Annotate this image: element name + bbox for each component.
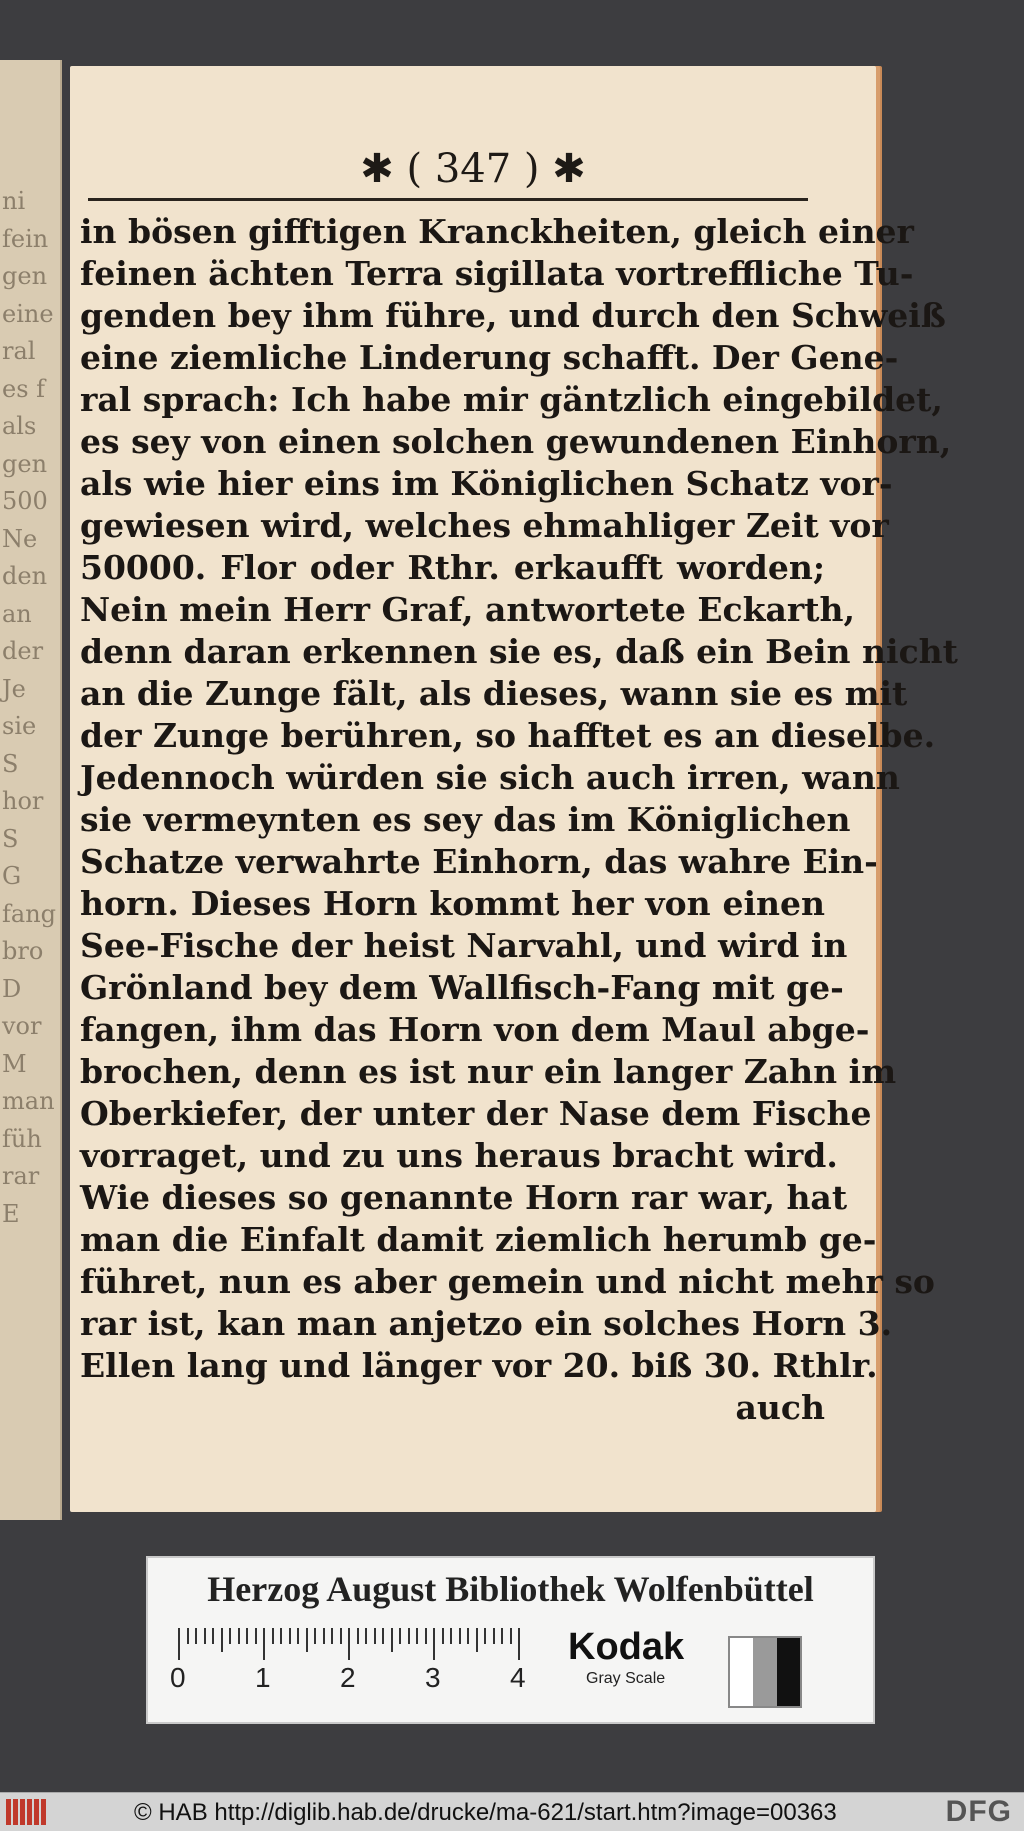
text-line: in bösen gifftigen Kranckheiten, gleich einer (80, 212, 914, 251)
left-page-fragment: S (2, 824, 19, 853)
left-page-fragment: es f (2, 374, 46, 403)
card-title: Herzog August Bibliothek Wolfenbüttel (207, 1569, 814, 1609)
ruler-tick (374, 1628, 376, 1644)
page-text (80, 211, 958, 1429)
text-line: See-Fische der heist Narvahl, und wird in (80, 926, 848, 965)
footer-copyright-link[interactable]: © HAB http://diglib.hab.de/drucke/ma-621/start.htm?image=00363 (134, 1799, 837, 1826)
book-page (70, 66, 958, 1512)
left-page-edge (0, 60, 62, 1520)
left-page-fragment: ral (2, 337, 36, 365)
ruler-tick (501, 1628, 503, 1644)
page-header: ✱ ( 347 ) ✱ (360, 146, 586, 192)
ruler-tick (518, 1628, 520, 1660)
left-page-fragment: Ne (2, 524, 38, 553)
ruler-tick (450, 1628, 452, 1644)
ruler-tick (187, 1628, 189, 1644)
text-line: führet, nun es aber gemein und nicht mehr so (80, 1262, 935, 1301)
left-page-fragment: fang (2, 899, 57, 928)
text-line: der Zunge berühren, so hafftet es an dieselbe. (80, 716, 936, 755)
text-line: es sey von einen solchen gewundenen Einhorn, (80, 422, 952, 461)
text-line: vorraget, und zu uns heraus bracht wird. (80, 1136, 838, 1175)
ruler-tick (272, 1628, 274, 1644)
left-page-fragment: ni (2, 187, 26, 215)
ruler-tick (212, 1628, 214, 1644)
ruler-tick (416, 1628, 418, 1644)
left-page-fragment: fein (2, 224, 49, 253)
kodak-logo: Kodak (568, 1626, 685, 1668)
text-line: als wie hier eins im Königlichen Schatz vor- (80, 464, 893, 503)
ruler-tick (467, 1628, 469, 1644)
left-page-fragment: man (2, 1087, 55, 1115)
text-line: genden bey ihm führe, und durch den Schweiß (80, 296, 946, 335)
ruler-tick (340, 1628, 342, 1644)
left-page-fragment: eine (2, 299, 54, 328)
ruler-tick (178, 1628, 180, 1660)
left-page-fragment: 500 (2, 487, 48, 515)
left-page-fragment: als (2, 412, 37, 440)
text-line: sie vermeynten es sey das im Königlichen (80, 800, 851, 839)
ruler-tick (382, 1628, 384, 1644)
text-line: gewiesen wird, welches ehmahliger Zeit vor (80, 506, 889, 545)
text-line: ral sprach: Ich habe mir gäntzlich eingebildet, (80, 380, 943, 419)
text-line: Wie dieses so genannte Horn rar war, hat (80, 1178, 848, 1217)
ruler-tick (391, 1628, 393, 1652)
ruler-tick (323, 1628, 325, 1644)
left-page-fragment: gen (2, 449, 48, 478)
left-page-fragment: M (2, 1049, 27, 1078)
left-page-fragment: vor (2, 1012, 42, 1040)
text-line: man die Einfalt damit ziemlich herumb ge- (80, 1220, 877, 1259)
text-line: 50000. Flor oder Rthr. erkaufft worden; (80, 548, 825, 587)
left-page-fragment: G (2, 862, 22, 890)
ruler-tick (459, 1628, 461, 1644)
text-line: fangen, ihm das Horn von dem Maul abge- (80, 1010, 870, 1049)
ruler-number: 4 (510, 1662, 526, 1693)
ruler-tick (357, 1628, 359, 1644)
header-rule (88, 198, 808, 201)
text-line: feinen ächten Terra sigillata vortreffliche Tu- (80, 254, 914, 293)
ruler-tick (408, 1628, 410, 1644)
catchword: auch (735, 1388, 825, 1427)
ruler-tick (221, 1628, 223, 1652)
left-page-fragment: E (2, 1199, 20, 1228)
ruler-tick (493, 1628, 495, 1644)
gray-swatches (728, 1636, 802, 1708)
ruler-number: 2 (340, 1662, 356, 1693)
ruler-tick (433, 1628, 435, 1660)
ruler-number: 0 (170, 1662, 186, 1693)
left-page-fragment: an (2, 599, 32, 628)
text-line: horn. Dieses Horn kommt her von einen (80, 884, 825, 923)
ruler-tick (306, 1628, 308, 1652)
ruler-tick (484, 1628, 486, 1644)
dfg-logo: DFG (945, 1795, 1012, 1828)
left-page-fragment: S (2, 749, 19, 778)
left-page-fragment: der (2, 637, 44, 665)
ruler-tick (297, 1628, 299, 1644)
ruler (178, 1620, 538, 1660)
left-page-fragment: sie (2, 712, 37, 740)
left-page-fragment: füh (2, 1124, 42, 1153)
ruler-tick (442, 1628, 444, 1644)
ruler-tick (425, 1628, 427, 1644)
gray-swatch (777, 1638, 800, 1706)
left-page-fragment: gen (2, 262, 48, 290)
text-line: Jedennoch würden sie sich auch irren, wann (80, 758, 900, 797)
ruler-tick (331, 1628, 333, 1644)
ruler-tick (195, 1628, 197, 1644)
ruler-tick (348, 1628, 350, 1660)
ruler-tick (510, 1628, 512, 1644)
text-line: Nein mein Herr Graf, antwortete Eckarth, (80, 590, 855, 629)
ruler-number: 3 (425, 1662, 441, 1693)
ruler-tick (365, 1628, 367, 1644)
gray-swatch (753, 1638, 776, 1706)
ruler-tick (399, 1628, 401, 1644)
ruler-tick (229, 1628, 231, 1644)
text-line: Schatze verwahrte Einhorn, das wahre Ein- (80, 842, 878, 881)
text-line: an die Zunge fält, als dieses, wann sie es mit (80, 674, 908, 713)
text-line: Oberkiefer, der unter der Nase dem Fische (80, 1094, 872, 1133)
ruler-tick (246, 1628, 248, 1644)
ruler-tick (204, 1628, 206, 1644)
left-page-fragment: D (2, 974, 22, 1003)
left-page-fragment: Je (2, 674, 26, 703)
ruler-tick (476, 1628, 478, 1652)
left-page-fragment: hor (2, 787, 44, 815)
text-line: Grönland bey dem Wallfisch-Fang mit ge- (80, 968, 844, 1007)
text-line: denn daran erkennen sie es, daß ein Bein nicht (80, 632, 958, 671)
ruler-tick (289, 1628, 291, 1644)
ruler-tick (255, 1628, 257, 1644)
ruler-tick (263, 1628, 265, 1660)
ruler-number: 1 (255, 1662, 271, 1693)
gray-swatch (730, 1638, 753, 1706)
left-page-fragment: rar (2, 1162, 40, 1190)
left-page-fragment: bro (2, 937, 44, 965)
text-line: Ellen lang und länger vor 20. biß 30. Rthlr. (80, 1346, 878, 1385)
text-line: rar ist, kan man anjetzo ein solches Horn 3. (80, 1304, 893, 1343)
left-page-fragment: den (2, 562, 48, 590)
ruler-tick (314, 1628, 316, 1644)
ruler-tick (238, 1628, 240, 1644)
ruler-tick (280, 1628, 282, 1644)
text-line: eine ziemliche Linderung schafft. Der Gene- (80, 338, 899, 377)
color-calibration-card (146, 1556, 875, 1724)
footer-bar (0, 1792, 1024, 1831)
text-line: brochen, denn es ist nur ein langer Zahn im (80, 1052, 897, 1091)
gray-scale-label: Gray Scale (586, 1670, 666, 1687)
hab-logo-icon (6, 1799, 46, 1825)
